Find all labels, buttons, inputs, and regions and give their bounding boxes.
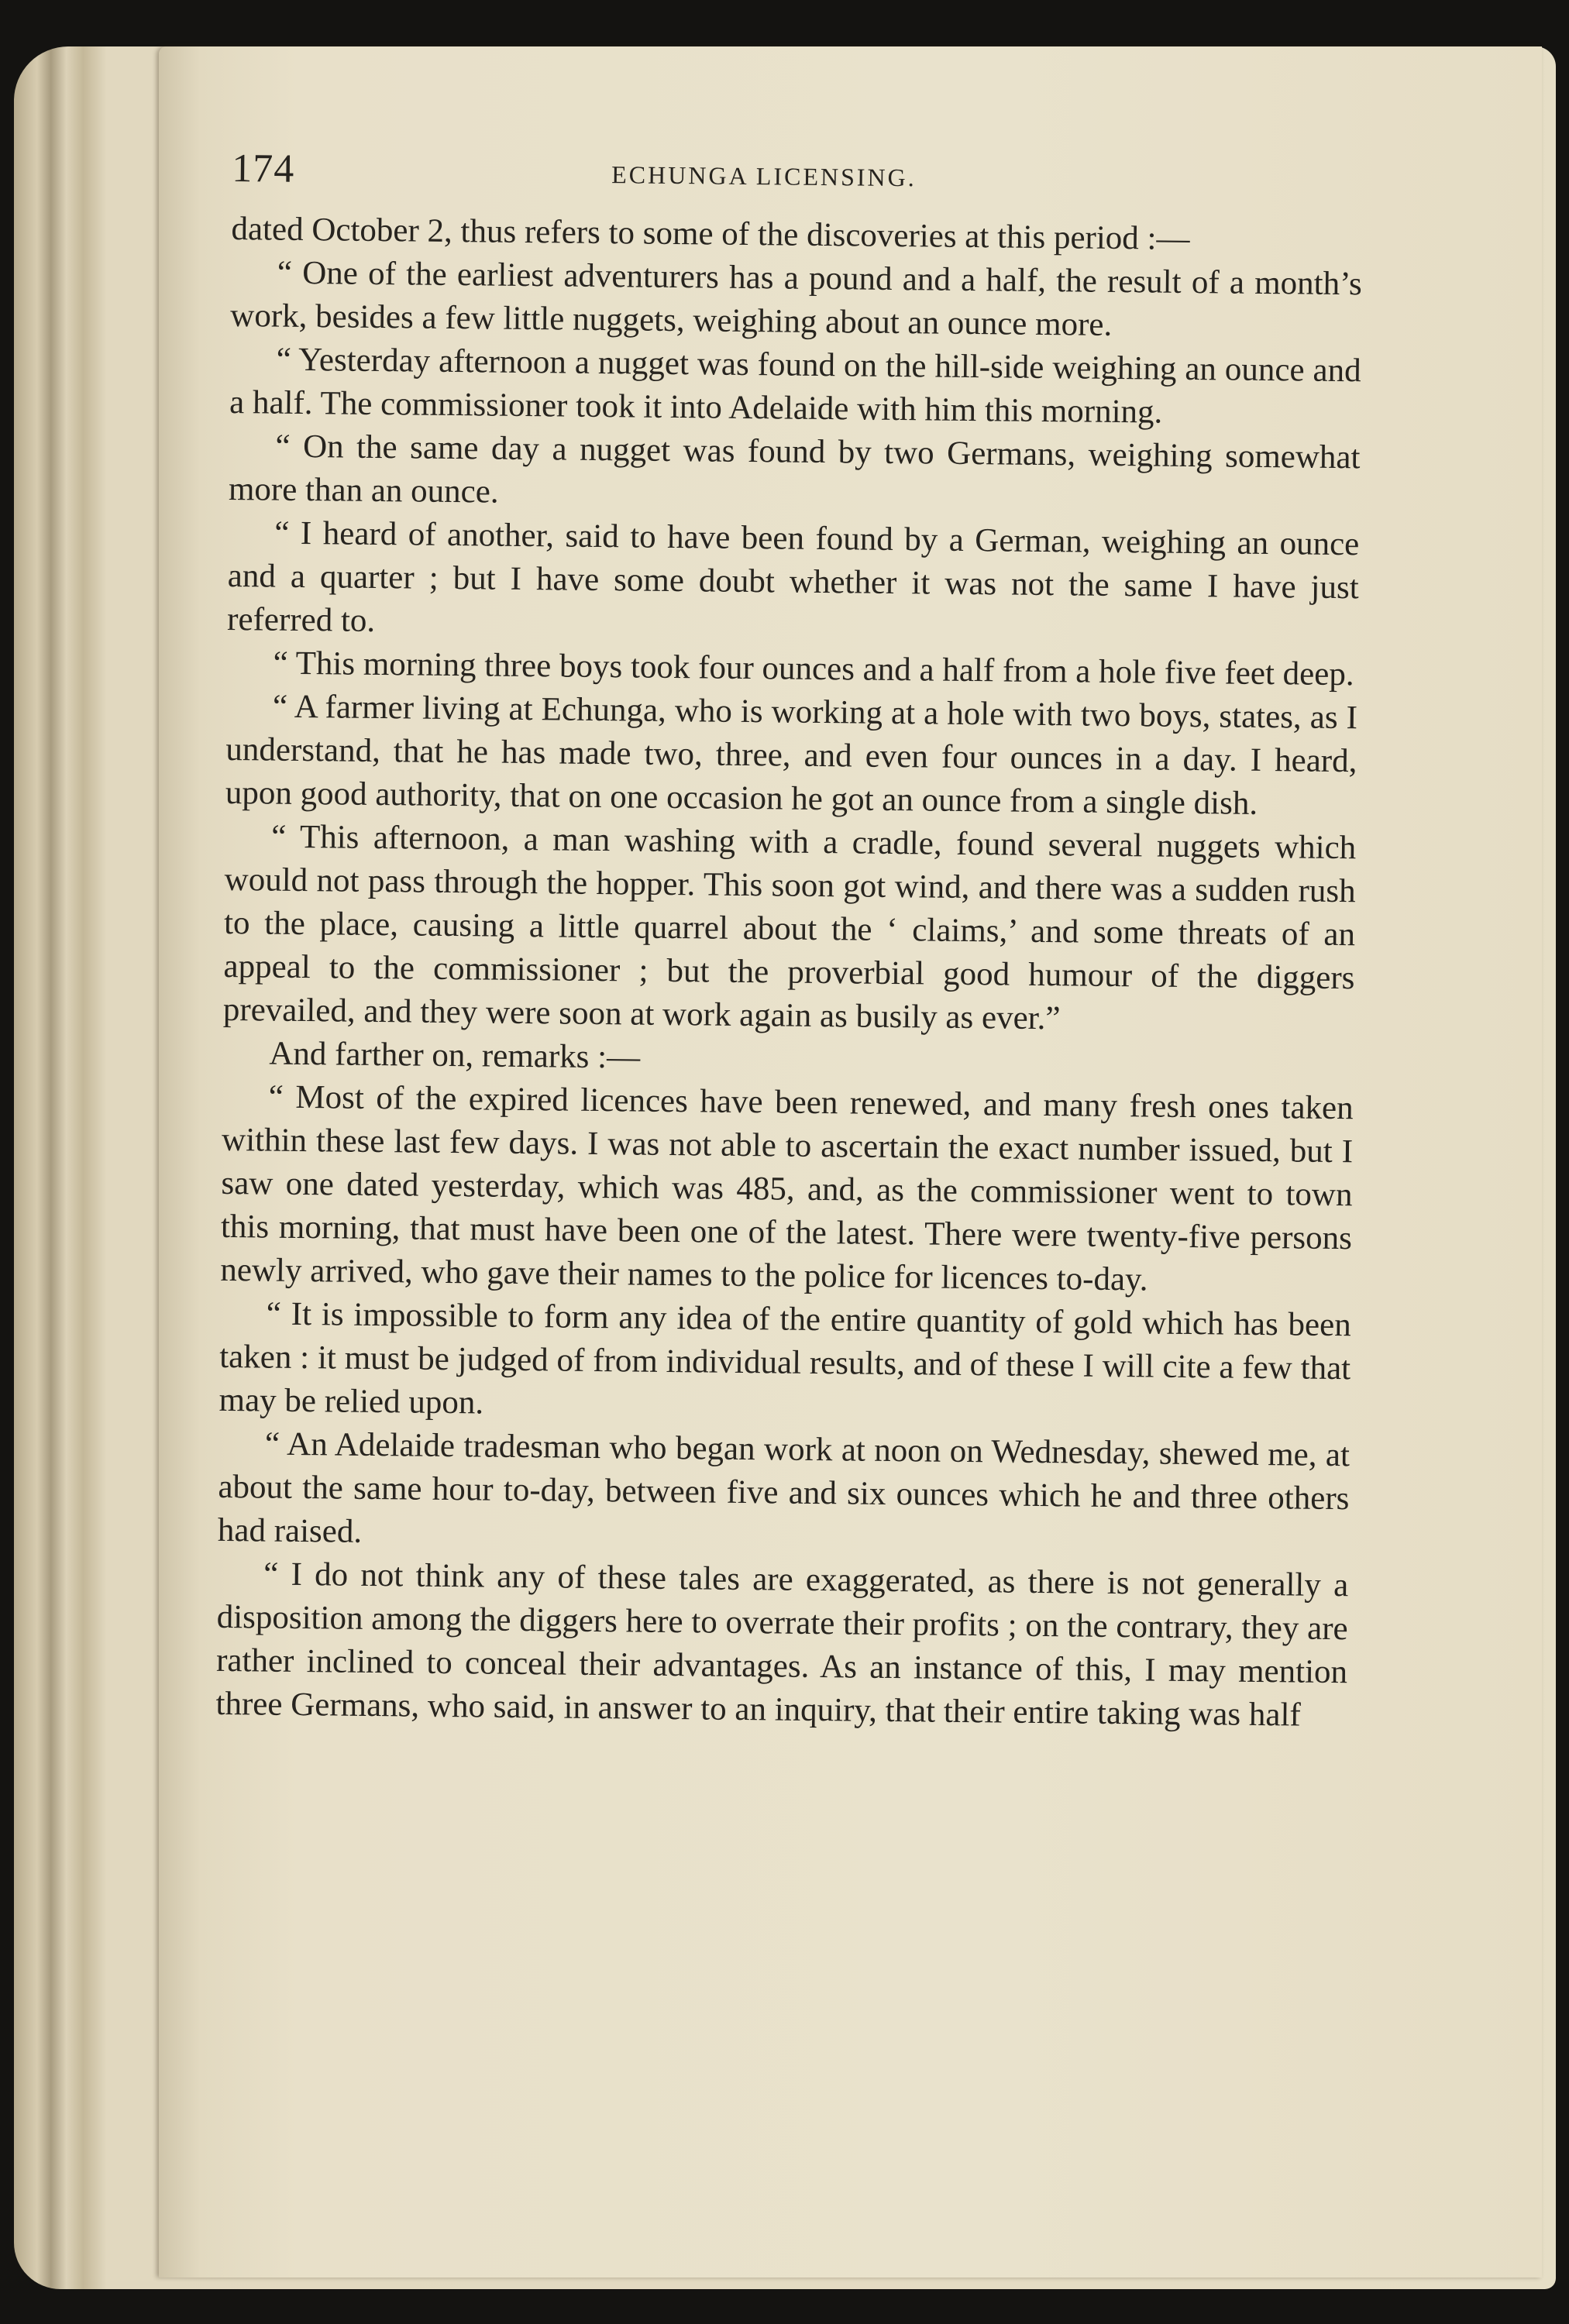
body-text [215, 208, 1362, 1738]
paragraph: “ One of the earliest adventurers has a pound and a half, the result of a month’s work, besides a few little nuggets, weighing about an ounce more. [230, 254, 1363, 343]
paragraph: “ A farmer living at Echunga, who is working at a hole with two boys, states, as I understand, that he has made two, three, and even four ounces in a day. I heard, upon good authority, that on one occasion he got an ounce from a single dish. [225, 688, 1358, 822]
paragraph: “ It is impossible to form any idea of the entire quantity of gold which has been taken : it must be judged of from individual results, and of these I will cite a few that may be relied upon. [218, 1295, 1351, 1422]
paragraph: dated October 2, thus refers to some of the discoveries at this period :— [231, 210, 1190, 257]
paragraph: “ On the same day a nugget was found by two Germans, weighing somewhat more than an ounce. [228, 428, 1361, 511]
paragraph: “ This morning three boys took four ounces and a half from a hole five feet deep. [273, 645, 1354, 693]
paragraph: “ This afternoon, a man washing with a cradle, found several nuggets which would not pass through the hopper. This soon got wind, and there was a sudden rush to the place, causing a little quarrel about the ‘ claims,’ and some threats of an appeal to the commissioner ; but the proverbial good humour of the diggers prevailed, and they were soon at work again as busily as ever.” [222, 818, 1357, 1037]
paragraph: “ Most of the expired licences have been renewed, and many fresh ones taken within these last few days. I was not able to ascertain the exact number issued, but I saw one dated yesterday, which was 485, and, as the commissioner went to town this morning, that must have been one of the latest. There were twenty-five persons newly arrived, who gave their names to the police for licences to-day. [220, 1078, 1354, 1298]
paragraph: “ An Adelaide tradesman who began work at noon on Wednesday, shewed me, at about the same hour to-day, between five and six ounces which he and three others had raised. [217, 1425, 1351, 1550]
paragraph: “ Yesterday afternoon a nugget was found on the hill-side weighing an ounce and a half. The commissioner took it into Adelaide with him this morning. [229, 341, 1361, 431]
paragraph: And farther on, remarks :— [269, 1035, 641, 1076]
paragraph: “ I do not think any of these tales are exaggerated, as there is not generally a disposition among the diggers here to overrate their profits ; on the contrary, they are rather inclined to conceal their advantages. As an instance of this, I may mention three Germans, who said, in answer to an inquiry, that their entire taking was half [215, 1556, 1349, 1734]
running-head [232, 116, 1364, 213]
paragraph: “ I heard of another, said to have been found by a German, weighing an ounce and a quarter ; but I have some doubt whether it was not the same I have just referred to. [226, 514, 1360, 639]
page-text-block [215, 116, 1364, 1738]
running-title: ECHUNGA LICENSING. [611, 160, 917, 192]
page-number: 174 [231, 146, 295, 191]
